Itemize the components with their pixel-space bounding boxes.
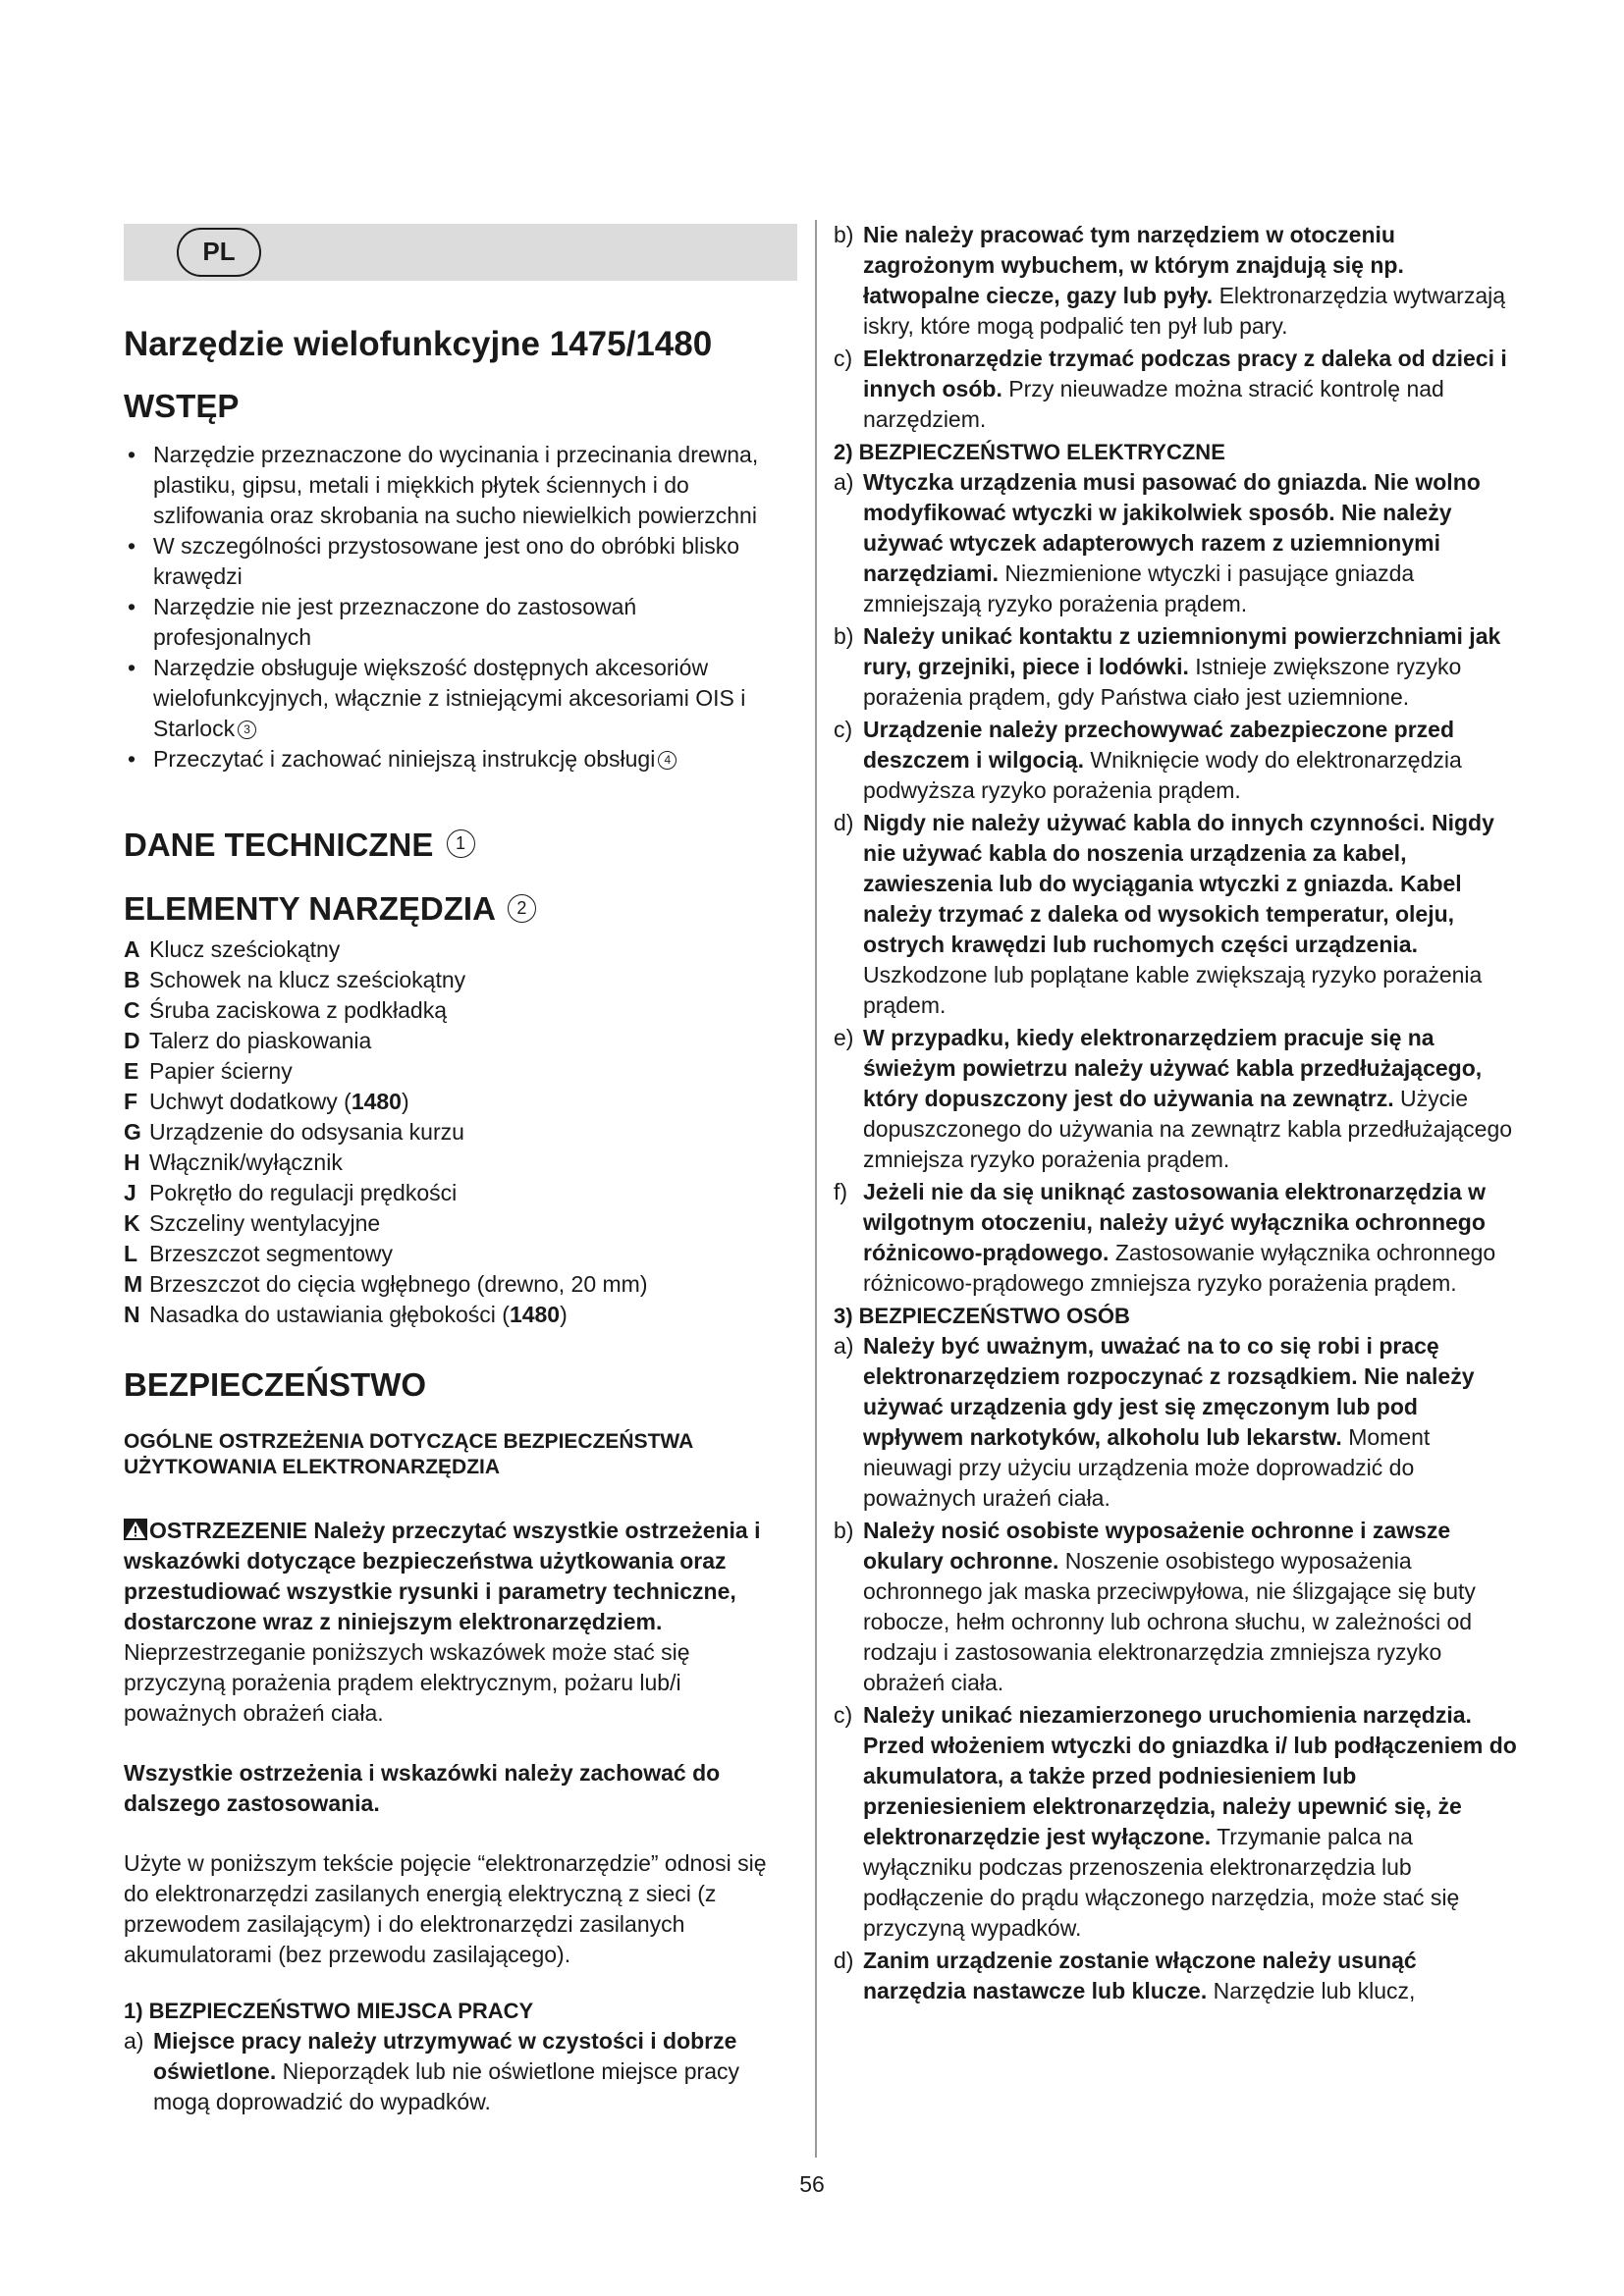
tech-data-heading: DANE TECHNICZNE 1 [124, 826, 797, 865]
safety-item: e) W przypadku, kiedy elektronarzędziem pracuje się na świeżym powietrzu należy używać kabla przedłużającego, który dopuszczony jest do używania na zewnątrz. Użycie dopuszczonego do używania na zewnątrz kabla przedłużającego zmniejsza ryzyko porażenia prądem. [834, 1025, 1513, 1172]
intro-bullet: • Narzędzie obsługuje większość dostępnych akcesoriów wielofunkcyjnych, włącznie z istniejącymi akcesoriami OIS i Starlock 3 [128, 654, 746, 741]
component-item: F Uchwyt dodatkowy (1480) [124, 1088, 409, 1114]
component-item: D Talerz do piaskowania [124, 1027, 372, 1053]
warning-paragraph: OSTRZEZENIE Należy przeczytać wszystkie ostrzeżenia i wskazówki dotyczące bezpieczeństwa użytkowania oraz przestudiować wszystkie rysunki i parametry techniczne, dostarczone wraz z niniejszym elektronarzędziem. Nieprzestrzeganie poniższych wskazówek może stać się przyczyną porażenia prądem elektrycznym, pożaru lub/i poważnych obrażeń ciała. [124, 1518, 761, 1727]
page-number: 56 [799, 2171, 825, 2197]
intro-heading: WSTĘP [124, 388, 240, 424]
safety-item: c) Należy unikać niezamierzonego uruchomienia narzędzia. Przed włożeniem wtyczki do gniazdka i/ lub podłączeniem do akumulatora, a także przed podniesieniem lub przeniesieniem elektronarzędzia, należy upewnić się, że elektronarzędzie jest wyłączone. Trzymanie palca na wyłączniku podczas przenoszenia elektronarzędzia lub podłączenie do prądu włączonego narzędzia, może stać się przyczyną wypadków. [834, 1702, 1517, 1941]
component-item: C Śruba zaciskowa z podkładką [124, 996, 447, 1023]
safety-item: d) Nigdy nie należy używać kabla do innych czynności. Nigdy nie używać kabla do noszenia urządzenia za kabel, zawieszenia lub do wyciągania wtyczki z gniazda. Kabel należy trzymać z daleka od wysokich temperatur, oleju, ostrych krawędzi lub ruchomych części urządzenia. Uszkodzone lub poplątane kable zwiększają ryzyko porażenia prądem. [834, 810, 1494, 1018]
left-column [124, 224, 797, 2119]
safety-item: a) Należy być uważnym, uważać na to co się robi i pracę elektronarzędziem rozpoczynać z rozsądkiem. Nie należy używać urządzenia gdy jest się zmęczonym lub pod wpływem narkotyków, alkoholu lub lekarstw. Moment nieuwagi przy użyciu urządzenia może doprowadzić do poważnych urażeń ciała. [834, 1333, 1475, 1511]
right-column [834, 220, 1521, 2008]
component-item: J Pokrętło do regulacji prędkości [124, 1179, 458, 1205]
safety-subheading: OGÓLNE OSTRZEŻENIA DOTYCZĄCE BEZPIECZEŃSTWA UŻYTKOWANIA ELEKTRONARZĘDZIA [124, 1430, 693, 1479]
safety-item: a) Wtyczka urządzenia musi pasować do gniazda. Nie wolno modyfikować wtyczki w jakikolwiek sposób. Nie należy używać wtyczek adapterowych razem z uziemnionymi narzędziami. Niezmienione wtyczki i pasujące gniazda zmniejszają ryzyko porażenia prądem. [834, 469, 1481, 616]
personal-heading: 3) BEZPIECZEŃSTWO OSÓB [834, 1304, 1130, 1328]
work-area-heading: 1) BEZPIECZEŃSTWO MIEJSCA PRACY [124, 1999, 534, 2024]
intro-bullet: • Narzędzie przeznaczone do wycinania i przecinania drewna, plastiku, gipsu, metali i miękkich płytek ściennych i do szlifowania oraz skrobania na sucho niewielkich powierzchni [128, 441, 759, 528]
component-item: A Klucz sześciokątny [124, 935, 341, 962]
component-item: G Urządzenie do odsysania kurzu [124, 1118, 464, 1145]
safety-item: c) Urządzenie należy przechowywać zabezpieczone przed deszczem i wilgocią. Wniknięcie wody do elektronarzędzia podwyższa ryzyko porażenia prądem. [834, 717, 1462, 803]
figure-ref-1: 1 [447, 829, 475, 858]
intro-bullet: • W szczególności przystosowane jest ono do obróbki blisko krawędzi [128, 532, 740, 589]
keep-instructions: Wszystkie ostrzeżenia i wskazówki należy zachować do dalszego zastosowania. [124, 1760, 721, 1817]
warning-icon [124, 1519, 147, 1540]
safety-item: b) Należy unikać kontaktu z uziemnionymi powierzchniami jak rury, grzejniki, piece i lodówki. Istnieje zwiększone ryzyko porażenia prądem, gdy Państwa ciało jest uziemnione. [834, 623, 1501, 710]
component-item: N Nasadka do ustawiania głębokości (1480) [124, 1301, 568, 1327]
intro-bullet-list [124, 440, 797, 774]
column-divider [815, 220, 817, 2158]
component-item: H Włącznik/wyłącznik [124, 1148, 343, 1175]
elements-heading: ELEMENTY NARZĘDZIA 2 [124, 889, 797, 929]
component-item: K Szczeliny wentylacyjne [124, 1209, 381, 1236]
document-title: Narzędzie wielofunkcyjne 1475/1480 [124, 325, 713, 363]
component-item: L Brzeszczot segmentowy [124, 1240, 393, 1266]
language-badge: PL [177, 228, 261, 277]
figure-ref-2: 2 [508, 894, 536, 923]
language-bar [124, 224, 797, 281]
electrical-heading: 2) BEZPIECZEŃSTWO ELEKTRYCZNE [834, 440, 1225, 464]
intro-bullet: • Przeczytać i zachować niniejszą instrukcję obsługi 4 [124, 744, 797, 774]
component-list [124, 934, 797, 1330]
safety-item: d) Zanim urządzenie zostanie włączone należy usunąć narzędzia nastawcze lub klucze. Narzędzie lub klucz, [834, 1948, 1417, 2003]
safety-item: c) Elektronarzędzie trzymać podczas pracy z daleka od dzieci i innych osób. Przy nieuwadze można stracić kontrolę nad narzędziem. [834, 346, 1507, 432]
intro-bullet: • Narzędzie nie jest przeznaczone do zastosowań profesjonalnych [128, 593, 637, 650]
safety-item: b) Nie należy pracować tym narzędziem w otoczeniu zagrożonym wybuchem, w którym znajdują się np. łatwopalne ciecze, gazy lub pyły. Elektronarzędzia wytwarzają iskry, które mogą podpalić ten pył lub pary. [834, 222, 1506, 339]
definition-paragraph: Użyte w poniższym tekście pojęcie “elektronarzędzie” odnosi się do elektronarzędzi zasilanych energią elektryczną z sieci (z przewodem zasilającym) i do elektronarzędzi zasilanych akumulatorami (bez przewodu zasilającego). [124, 1850, 767, 1968]
component-item: E Papier ścierny [124, 1057, 293, 1084]
figure-ref-4: 4 [658, 751, 677, 770]
component-item: B Schowek na klucz sześciokątny [124, 966, 466, 992]
safety-heading: BEZPIECZEŃSTWO [124, 1365, 427, 1403]
component-item: M Brzeszczot do cięcia wgłębnego (drewno, 20 mm) [124, 1270, 648, 1297]
figure-ref-3: 3 [238, 721, 256, 739]
safety-item: b) Należy nosić osobiste wyposażenie ochronne i zawsze okulary ochronne. Noszenie osobistego wyposażenia ochronnego jak maska przeciwpyłowa, nie ślizgające się buty robocze, hełm ochronny lub ochrona słuchu, w zależności od rodzaju i zastosowania elektronarzędzia zmniejsza ryzyko obrażeń ciała. [834, 1518, 1476, 1695]
safety-item: f) Jeżeli nie da się uniknąć zastosowania elektronarzędzia w wilgotnym otoczeniu, należy użyć wyłącznika ochronnego różnicowo-prądowego. Zastosowanie wyłącznika ochronnego różnicowo-prądowego zmniejsza ryzyko porażenia prądem. [834, 1179, 1496, 1296]
safety-item: a) Miejsce pracy należy utrzymywać w czystości i dobrze oświetlone. Nieporządek lub nie oświetlone miejsce pracy mogą doprowadzić do wypadków. [124, 2028, 739, 2115]
